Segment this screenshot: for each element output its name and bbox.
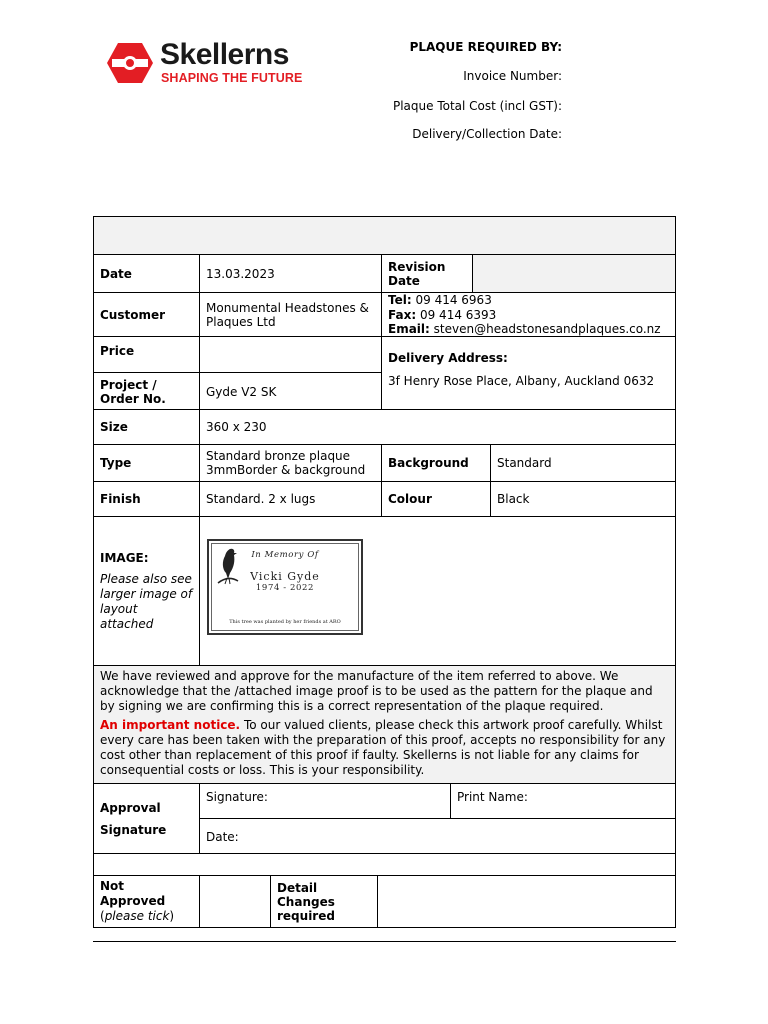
image-row [94,517,675,666]
image-cell [200,517,675,665]
not-approved-label: Not Approved [100,879,166,908]
notice-title: An important notice. [100,718,241,732]
detail-changes-label: Detail Changes required [271,876,378,927]
hex-nut-logo-icon [106,42,154,84]
date-row [94,255,675,293]
type-label: Type [94,445,200,481]
delivery-address-value[interactable]: 3f Henry Rose Place, Albany, Auckland 0632 [388,374,655,388]
price-row [94,337,382,373]
footer-rule [93,941,676,942]
contact-details [382,293,675,337]
notice-text: To our valued clients, please check this artwork proof carefully. Whilst every care has been taken with the preparation of this proof, accepts no responsibility for any cost other than replacement of this proof if faulty. Skellerns is not liable for any claims for consequential costs or loss. This is your responsibility. [100,718,666,777]
invoice-number-label: Invoice Number: [463,69,562,83]
plaque-required-by: PLAQUE REQUIRED BY: [409,40,562,54]
plaque-border [211,543,359,631]
logo-name: Skellerns [160,38,289,71]
fax-value: 09 414 6393 [419,307,497,322]
image-note: Please also see larger image of layout attached [100,571,193,631]
plaque-name: Vicki Gyde [250,570,320,583]
signature-field[interactable] [200,784,451,819]
price-label: Price [94,337,200,372]
size-label: Size [94,410,200,444]
delivery-address-label: Delivery Address: [388,351,508,365]
price-value[interactable] [200,337,382,372]
date2-label: Date: [206,829,239,844]
finish-label: Finish [94,482,200,516]
approval-signature-block [94,784,675,854]
revision-date-label: Revision Date [382,255,473,292]
background-value[interactable]: Standard [497,456,552,470]
form-header-row [94,217,675,255]
colour-value[interactable]: Black [497,492,530,506]
type-row [94,445,675,482]
finish-value[interactable]: Standard. 2 x lugs [200,482,382,516]
size-row [94,410,675,445]
approval-label-cell [94,784,200,853]
signature-label-left: Signature [100,822,167,837]
type-value[interactable]: Standard bronze plaque 3mmBorder & background [200,445,382,481]
notice-paragraph [100,718,669,778]
spacer-row [94,854,675,876]
project-label: Project / Order No. [94,373,200,410]
column-divider [381,293,382,410]
date-value[interactable]: 13.03.2023 [200,255,382,292]
image-label-cell [94,517,200,665]
colour-label: Colour [382,482,491,516]
plaque-line1: In Memory Of [251,550,319,560]
signature-label: Signature: [206,790,268,804]
paren-open: ( [100,909,105,923]
fax-label: Fax: [388,307,417,322]
not-approved-label-cell [94,876,200,927]
plaque-preview[interactable] [207,539,363,635]
print-name-field[interactable] [451,784,675,819]
background-label: Background [382,445,491,481]
size-value[interactable]: 360 x 230 [206,420,267,434]
please-tick: please tick [104,909,170,923]
date-label: Date [94,255,200,292]
total-cost-label: Plaque Total Cost (incl GST): [392,99,562,113]
tel-label: Tel: [388,293,412,307]
email-value[interactable]: steven@headstonesandplaques.co.nz [433,322,661,336]
project-row [94,373,382,410]
review-text: We have reviewed and approve for the manufacture of the item referred to above. We acknowledge that the /attached image proof is to be used as the pattern for the plaque and by signing we are confirming this is a correct representation of the plaque required. [100,669,653,713]
revision-date-value[interactable] [473,255,675,292]
customer-block [94,293,675,410]
approval-notice [94,666,675,784]
not-approved-tick-box[interactable] [200,876,271,927]
print-name-label: Print Name: [457,790,528,804]
approval-label: Approval [100,800,161,815]
customer-label: Customer [94,293,200,336]
skellerns-logo [106,40,316,88]
plaque-footer: This tree was planted by her friends at ARO [229,619,341,625]
finish-row [94,482,675,517]
plaque-order-form [93,216,676,928]
customer-row [94,293,382,337]
plaque-years: 1974 - 2022 [255,583,315,593]
please-tick-note [100,909,174,924]
delivery-address [382,337,675,410]
logo-tagline: SHAPING THE FUTURE [161,71,303,85]
date-field[interactable] [200,819,675,854]
tel-value: 09 414 6963 [415,293,492,307]
project-value[interactable]: Gyde V2 SK [200,373,382,410]
detail-changes-field[interactable] [378,876,675,927]
not-approved-row [94,876,675,927]
paren-close: ) [169,909,175,923]
customer-value[interactable]: Monumental Headstones & Plaques Ltd [200,293,382,336]
delivery-date-label: Delivery/Collection Date: [412,127,562,141]
email-label: Email: [388,322,430,336]
image-label: IMAGE: [100,550,149,565]
